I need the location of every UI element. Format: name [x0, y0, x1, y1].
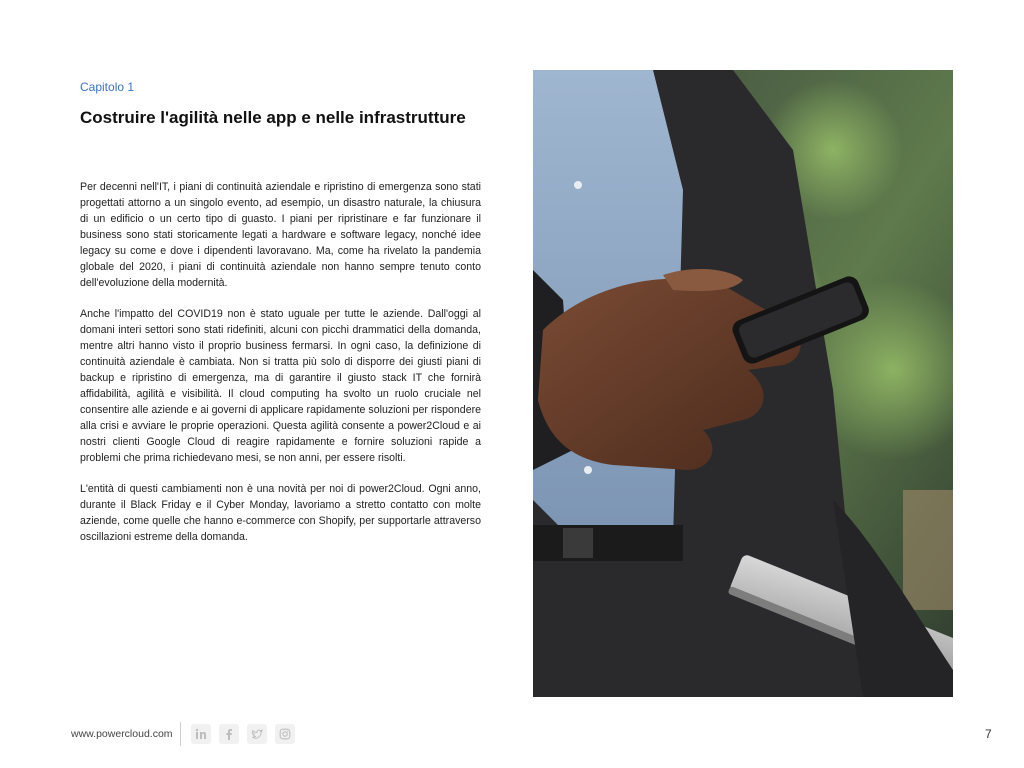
facebook-icon[interactable] [219, 724, 239, 744]
paragraph-2: Anche l'impatto del COVID19 non è stato uguale per tutte le aziende. Dall'oggi al domani interi settori sono stati ridefiniti, alcuni con picchi drammatici della domanda, mentre altri hanno visto il proprio business fermarsi. In ogni caso, la definizione di continuità aziendale è cambiata. Non si tratta più solo di disporre dei giusti piani di backup e ripristino di emergenza, ma di garantire il giusto stack IT che fornirà affidabilità, agilità e visibilità. Il cloud computing ha svolto un ruolo cruciale nel consentire alle aziende e ai governi di applicare rapidamente soluzioni per rispondere alla crisi e avviare le proprie operazioni. Questa agilità consente a power2Cloud e ai nostri clienti Google Cloud di reagire rapidamente e fornire soluzioni rapide a problemi che prima richiedevano mesi, se non anni, per essere risolti. [80, 308, 481, 464]
chapter-label: Capitolo 1 [80, 80, 135, 94]
footer-url[interactable]: www.powercloud.com [71, 728, 173, 740]
hero-photo [533, 70, 953, 697]
paragraph-3: L'entità di questi cambiamenti non è una novità per noi di power2Cloud. Ogni anno, durante il Black Friday e il Cyber Monday, lavoriamo a stretto contatto con molte aziende, come quelle che hanno e-commerce con Shopify, per supportarle attraverso oscillazioni estreme della domanda. [80, 483, 481, 543]
linkedin-icon[interactable] [191, 724, 211, 744]
paragraph-1: Per decenni nell'IT, i piani di continuità aziendale e ripristino di emergenza sono stati progettati attorno a un singolo evento, ad esempio, un disastro naturale, la chiusura di un edificio o un certo tipo di guasto. I piani per ripristinare e far funzionare il business sono stati storicamente legati a hardware e software legacy, nonché idee legacy su come e dove i dipendenti lavoravano. Ma, come ha rivelato la pandemia globale del 2020, i piani di continuità aziendale non hanno sempre tenuto conto dell'evoluzione della modernità. [80, 181, 481, 289]
instagram-icon[interactable] [275, 724, 295, 744]
twitter-icon[interactable] [247, 724, 267, 744]
page-number: 7 [985, 727, 992, 741]
body-text [80, 179, 481, 560]
page-title: Costruire l'agilità nelle app e nelle infrastrutture [80, 108, 466, 127]
footer-divider [180, 722, 181, 746]
